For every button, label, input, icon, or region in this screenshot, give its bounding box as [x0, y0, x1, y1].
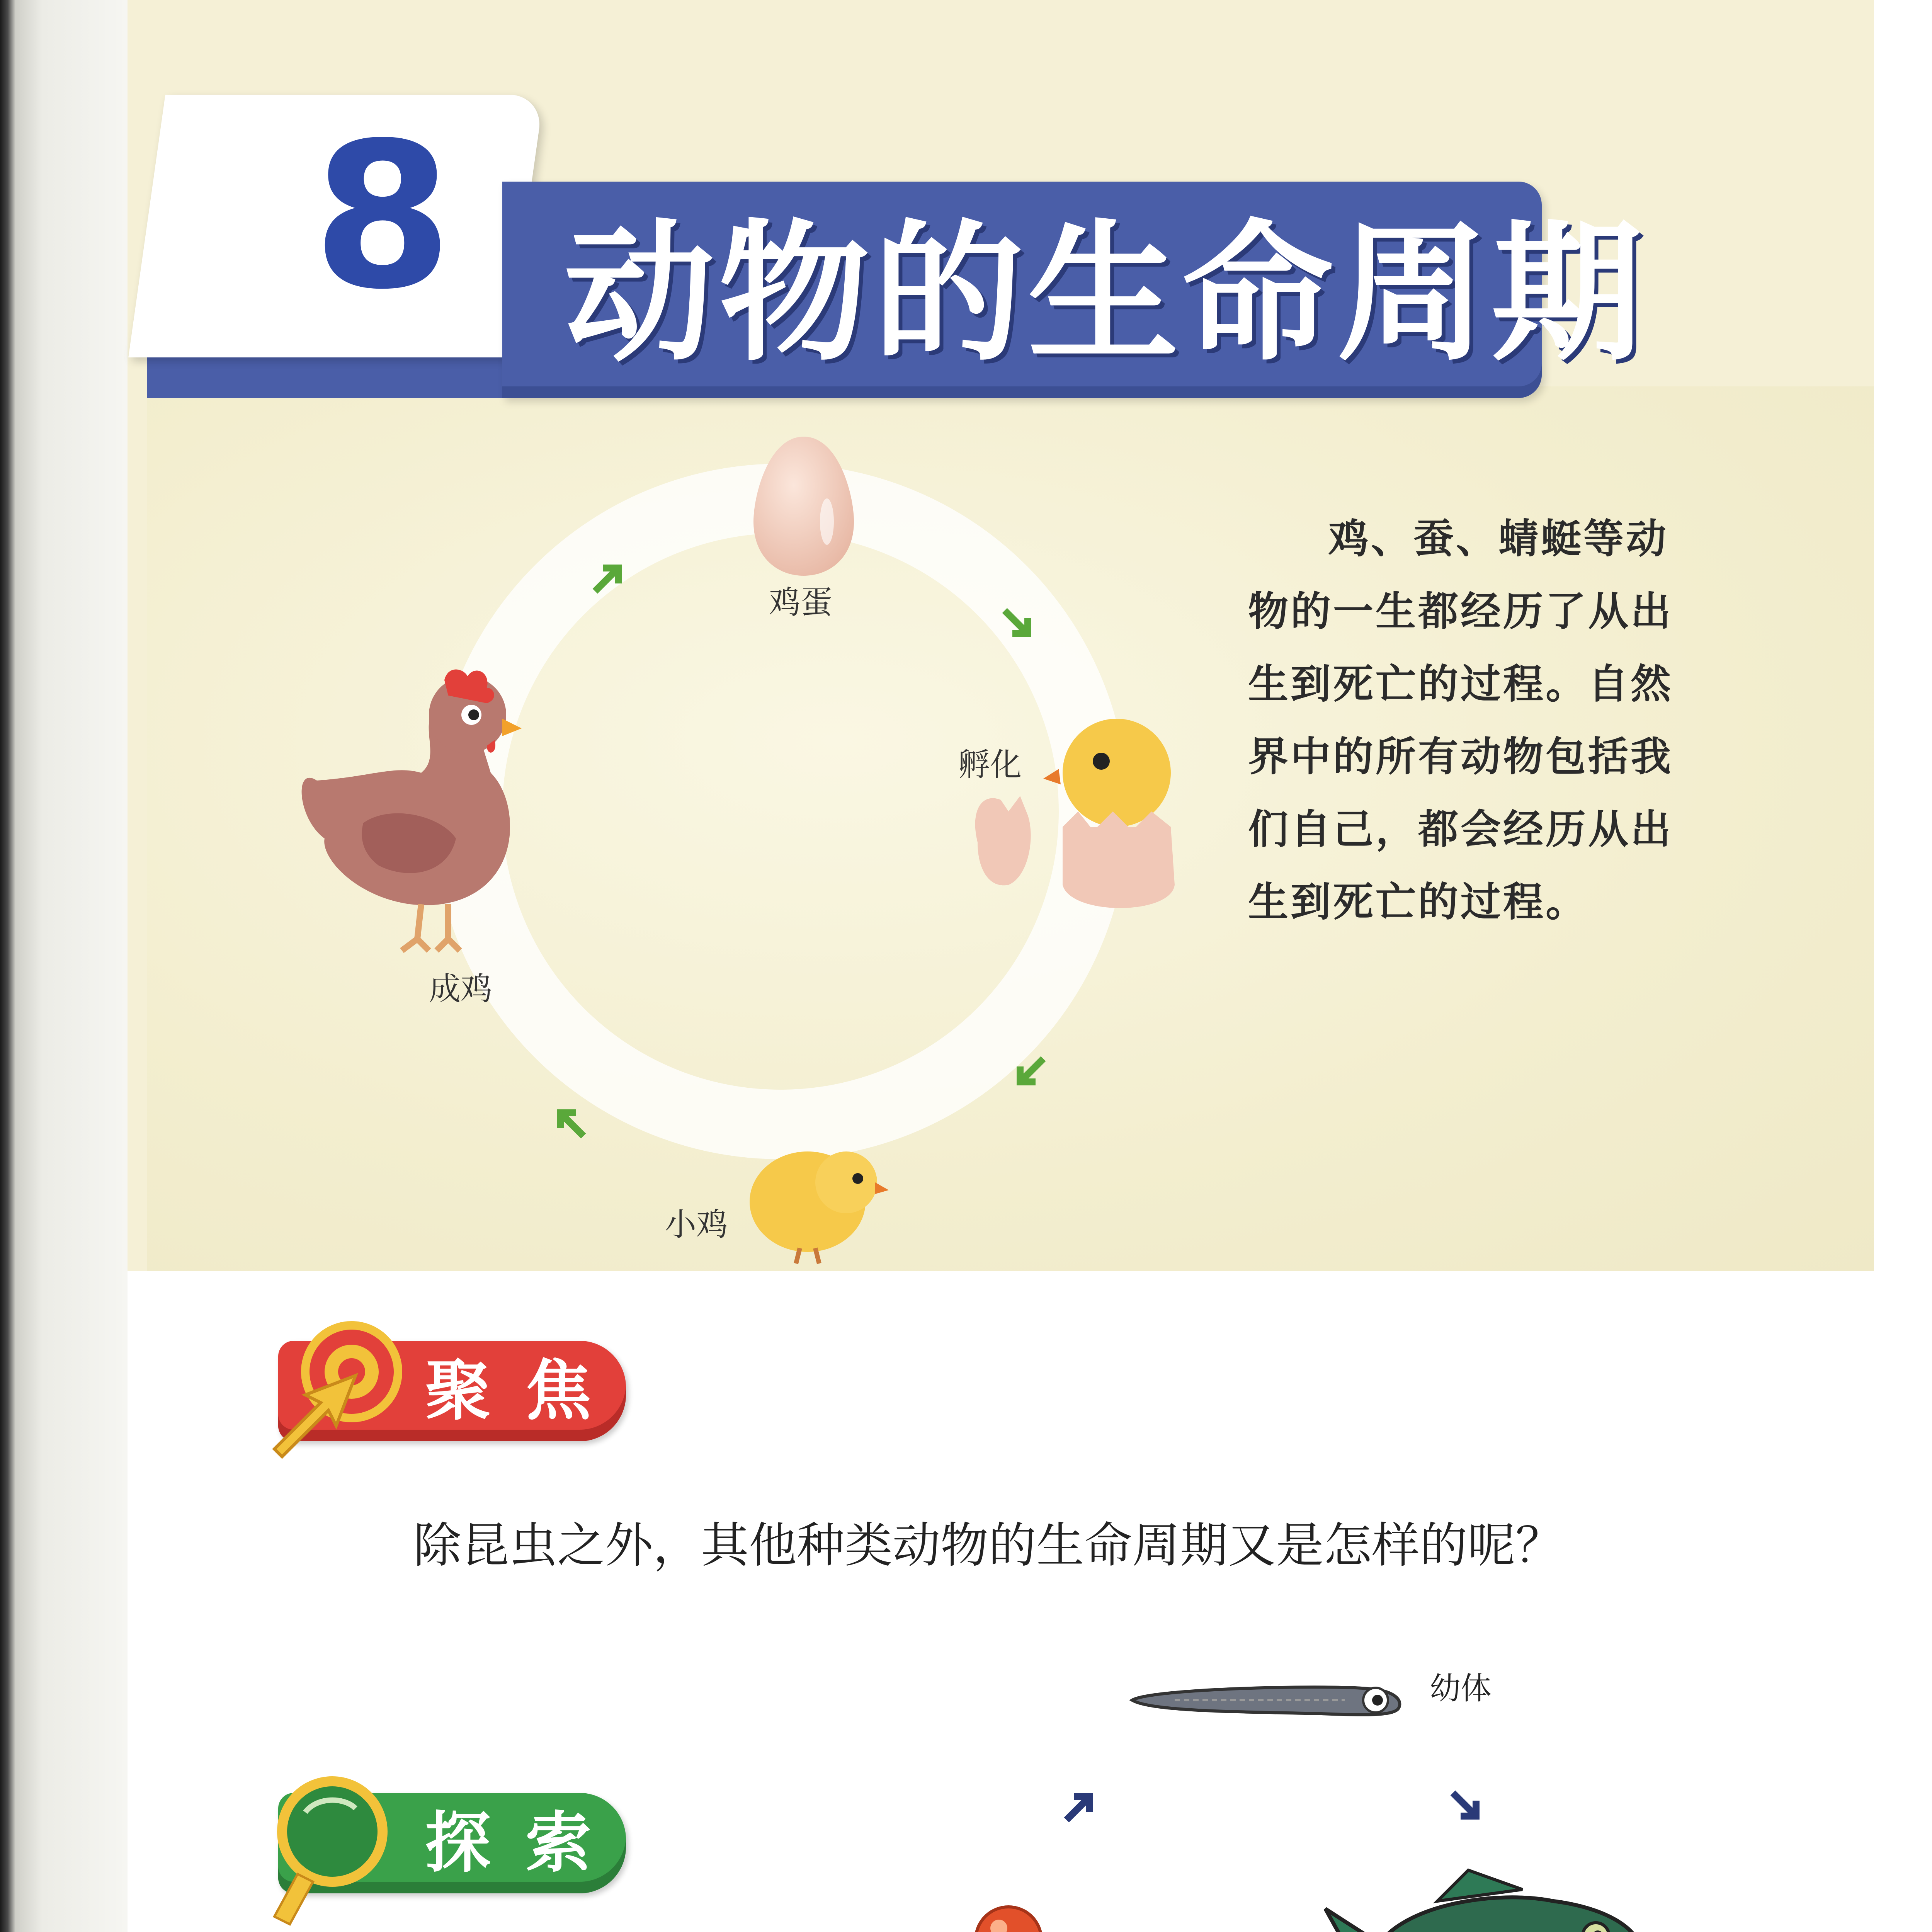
intro-line: 生到死亡的过程。: [1248, 878, 1588, 925]
cycle-arrow-icon: [587, 556, 630, 599]
hen-icon: [294, 657, 587, 966]
juvenile-fish-icon: [1321, 1866, 1654, 1932]
intro-line: 物的一生都经历了从出: [1248, 588, 1673, 635]
fish-cycle-larva-label: 幼体: [1430, 1670, 1492, 1706]
fish-larva-icon: [1128, 1669, 1406, 1731]
target-cursor-icon: [263, 1314, 410, 1461]
chick-icon: [742, 1136, 889, 1267]
chapter-title: 动物的生命周期: [564, 206, 1646, 381]
chicken-cycle-adult-label: 成鸡: [429, 971, 493, 1007]
intro-line: 鸡、蚕、蜻蜓等动: [1328, 515, 1669, 562]
intro-line: 们自己，都会经历从出: [1248, 806, 1673, 853]
magnifier-icon: [267, 1766, 406, 1928]
intro-paragraph: [1248, 502, 1696, 938]
chicken-cycle-hatch-label: 孵化: [958, 747, 1022, 783]
intro-line: 生到死亡的过程。自然: [1248, 660, 1673, 707]
fish-egg-icon: [970, 1901, 1047, 1932]
intro-line: 界中的所有动物包括我: [1248, 733, 1673, 780]
fish-cycle-arrow-icon: [1445, 1785, 1488, 1828]
fish-cycle-arrow-icon: [1059, 1785, 1101, 1828]
chicken-cycle-chick-label: 小鸡: [665, 1206, 728, 1243]
scan-edge-shadow: [0, 0, 128, 1932]
cycle-arrow-icon: [1009, 1051, 1051, 1094]
focus-question: 除昆虫之外，其他种类动物的生命周期又是怎样的呢？: [413, 1518, 1564, 1573]
egg-icon: [750, 433, 858, 580]
chapter-number: 8: [313, 99, 452, 333]
cycle-arrow-icon: [997, 603, 1039, 645]
explore-label: 探索: [425, 1805, 626, 1881]
chicken-cycle-egg-label: 鸡蛋: [769, 584, 833, 621]
focus-label: 聚焦: [425, 1353, 626, 1429]
cycle-arrow-icon: [549, 1101, 591, 1144]
